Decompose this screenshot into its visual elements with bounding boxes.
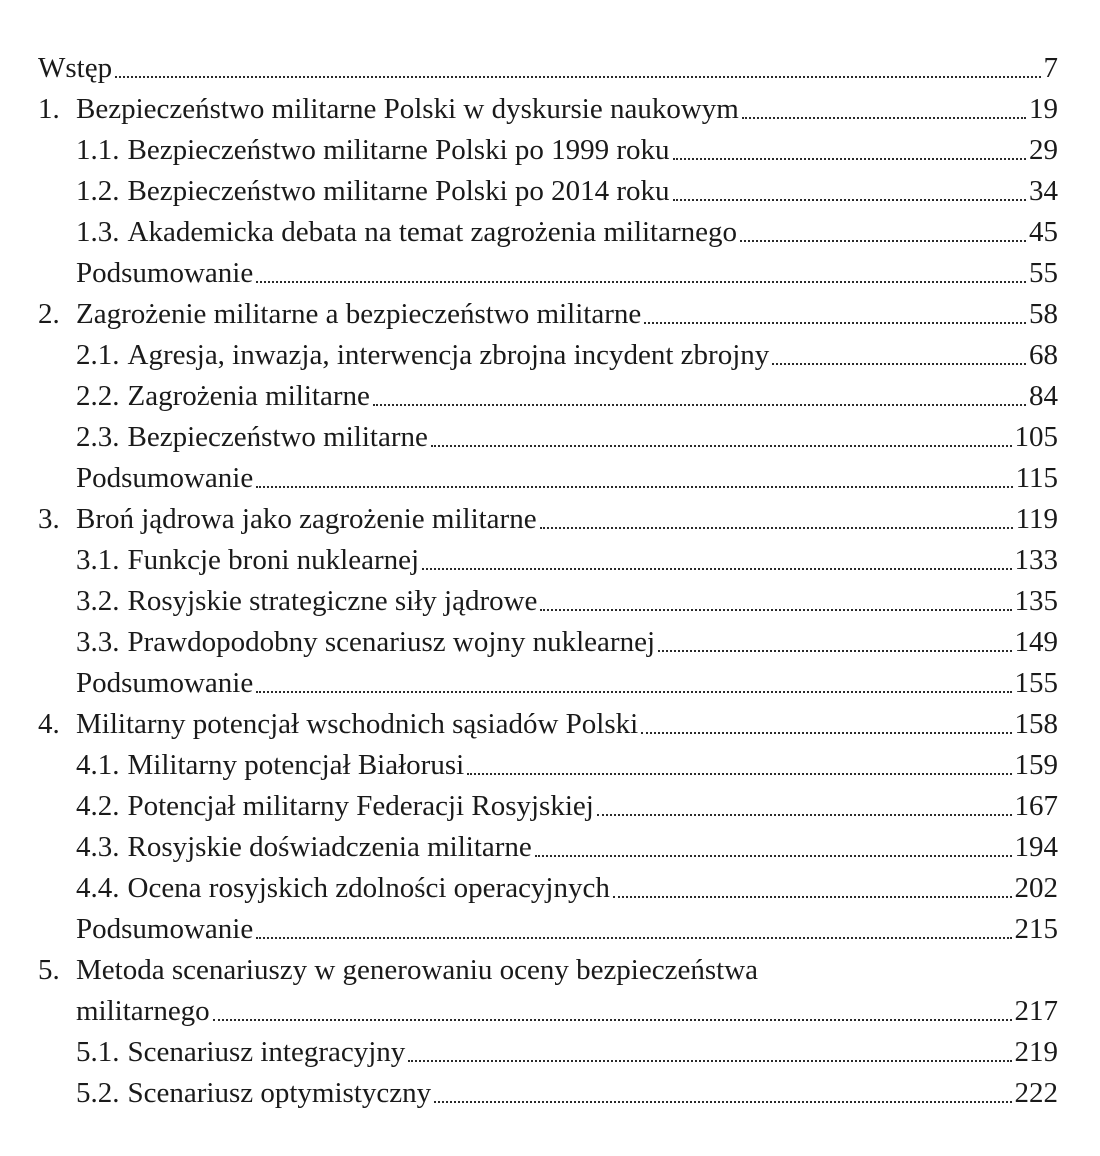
toc-entry xyxy=(38,454,1058,495)
toc-entry xyxy=(38,618,1058,659)
toc-entry xyxy=(38,1028,1058,1069)
toc-entry xyxy=(38,44,1058,85)
toc-entry-title: Rosyjskie strategiczne siły jądrowe xyxy=(127,585,538,617)
dot-leader xyxy=(256,937,1011,939)
toc-entry-number: 4.3. xyxy=(76,831,120,863)
toc-entry-title: Militarny potencjał wschodnich sąsiadów Polski xyxy=(76,708,639,740)
dot-leader xyxy=(658,650,1011,652)
toc-entry-number: 1.1. xyxy=(76,134,120,166)
toc-entry xyxy=(38,700,1058,741)
toc-entry-title: Potencjał militarny Federacji Rosyjskiej xyxy=(127,790,594,822)
toc-entry-title: Bezpieczeństwo militarne Polski po 2014 roku xyxy=(127,175,670,207)
toc-entry-page: 194 xyxy=(1014,831,1058,863)
dot-leader xyxy=(213,1019,1012,1021)
toc-entry xyxy=(38,741,1058,782)
toc-entry xyxy=(38,413,1058,454)
dot-leader xyxy=(644,322,1026,324)
toc-entry-page: 68 xyxy=(1029,339,1058,371)
dot-leader xyxy=(431,445,1012,447)
toc-entry-title: Scenariusz integracyjny xyxy=(127,1036,406,1068)
toc-entry-page: 34 xyxy=(1029,175,1058,207)
toc-entry-number: 5.2. xyxy=(76,1077,120,1109)
dot-leader xyxy=(434,1101,1011,1103)
toc-entry-page: 149 xyxy=(1014,626,1058,658)
toc-entry-number: 1.3. xyxy=(76,216,120,248)
toc-entry-number: 4. xyxy=(38,708,60,740)
toc-entry-page: 215 xyxy=(1014,913,1058,945)
table-of-contents xyxy=(38,44,1058,1110)
toc-entry-number: 2. xyxy=(38,298,60,330)
dot-leader xyxy=(540,527,1013,529)
toc-entry-title: Funkcje broni nuklearnej xyxy=(127,544,420,576)
toc-entry-title: Scenariusz optymistyczny xyxy=(127,1077,432,1109)
toc-entry-number: 3.3. xyxy=(76,626,120,658)
toc-entry-number: 4.4. xyxy=(76,872,120,904)
toc-entry-page: 167 xyxy=(1014,790,1058,822)
toc-entry-page: 105 xyxy=(1014,421,1058,453)
dot-leader xyxy=(256,281,1026,283)
toc-entry-page: 19 xyxy=(1029,93,1058,125)
toc-entry-page: 158 xyxy=(1014,708,1058,740)
toc-entry xyxy=(38,167,1058,208)
dot-leader xyxy=(673,199,1026,201)
toc-entry xyxy=(38,905,1058,946)
toc-entry xyxy=(38,126,1058,167)
toc-entry-page: 119 xyxy=(1015,503,1058,535)
toc-entry-title: Podsumowanie xyxy=(76,462,254,494)
dot-leader xyxy=(540,609,1011,611)
toc-entry-number: 2.3. xyxy=(76,421,120,453)
toc-entry-page: 219 xyxy=(1014,1036,1058,1068)
toc-entry-page: 155 xyxy=(1014,667,1058,699)
toc-entry-title: Agresja, inwazja, interwencja zbrojna incydent zbrojny xyxy=(127,339,770,371)
toc-entry xyxy=(38,864,1058,905)
toc-entry-number: 1.2. xyxy=(76,175,120,207)
toc-entry-number: 2.2. xyxy=(76,380,120,412)
toc-entry xyxy=(38,495,1058,536)
toc-entry-title: Wstęp xyxy=(38,52,113,84)
toc-entry-title: Akademicka debata na temat zagrożenia militarnego xyxy=(127,216,738,248)
toc-entry xyxy=(38,290,1058,331)
toc-entry-page: 202 xyxy=(1014,872,1058,904)
toc-entry-title: Bezpieczeństwo militarne xyxy=(127,421,428,453)
toc-entry-title: Zagrożenia militarne xyxy=(127,380,370,412)
dot-leader xyxy=(613,896,1012,898)
dot-leader xyxy=(373,404,1026,406)
toc-entry-title: Zagrożenie militarne a bezpieczeństwo militarne xyxy=(76,298,642,330)
toc-entry-page: 45 xyxy=(1029,216,1058,248)
toc-entry xyxy=(38,987,1058,1028)
dot-leader xyxy=(740,240,1026,242)
toc-entry xyxy=(38,823,1058,864)
toc-entry-title: Broń jądrowa jako zagrożenie militarne xyxy=(76,503,537,535)
toc-entry-page: 135 xyxy=(1014,585,1058,617)
toc-entry-page: 58 xyxy=(1029,298,1058,330)
toc-entry xyxy=(38,331,1058,372)
toc-entry-number: 5. xyxy=(38,954,60,986)
toc-entry-title: Podsumowanie xyxy=(76,667,254,699)
toc-entry-page: 159 xyxy=(1014,749,1058,781)
dot-leader xyxy=(597,814,1012,816)
toc-entry-title: Prawdopodobny scenariusz wojny nuklearnej xyxy=(127,626,656,658)
toc-entry xyxy=(38,577,1058,618)
toc-entry-number: 4.2. xyxy=(76,790,120,822)
toc-entry-title: Bezpieczeństwo militarne Polski po 1999 roku xyxy=(127,134,670,166)
toc-entry-page: 7 xyxy=(1043,52,1058,84)
toc-entry-page: 217 xyxy=(1014,995,1058,1027)
toc-entry-number: 1. xyxy=(38,93,60,125)
dot-leader xyxy=(422,568,1011,570)
dot-leader xyxy=(408,1060,1011,1062)
dot-leader xyxy=(742,117,1026,119)
dot-leader xyxy=(772,363,1026,365)
toc-entry-title: Ocena rosyjskich zdolności operacyjnych xyxy=(127,872,610,904)
toc-entry xyxy=(38,208,1058,249)
dot-leader xyxy=(467,773,1011,775)
toc-entry xyxy=(38,536,1058,577)
toc-entry-title: Bezpieczeństwo militarne Polski w dyskursie naukowym xyxy=(76,93,739,125)
toc-entry-page: 84 xyxy=(1029,380,1058,412)
toc-entry-number: 2.1. xyxy=(76,339,120,371)
dot-leader xyxy=(256,486,1012,488)
toc-entry-number: 3.1. xyxy=(76,544,120,576)
dot-leader xyxy=(256,691,1011,693)
toc-entry-page: 222 xyxy=(1014,1077,1058,1109)
toc-entry-number: 4.1. xyxy=(76,749,120,781)
toc-entry-number: 3. xyxy=(38,503,60,535)
toc-entry-title: Podsumowanie xyxy=(76,913,254,945)
dot-leader xyxy=(535,855,1012,857)
toc-entry-title: Rosyjskie doświadczenia militarne xyxy=(127,831,532,863)
toc-entry xyxy=(38,85,1058,126)
toc-entry-page: 55 xyxy=(1029,257,1058,289)
toc-entry xyxy=(38,782,1058,823)
toc-entry-title-continued: militarnego xyxy=(76,995,210,1027)
toc-entry xyxy=(38,249,1058,290)
toc-entry xyxy=(38,946,1058,987)
toc-entry-page: 133 xyxy=(1014,544,1058,576)
toc-entry-number: 5.1. xyxy=(76,1036,120,1068)
dot-leader xyxy=(641,732,1011,734)
toc-entry xyxy=(38,659,1058,700)
toc-entry-page: 115 xyxy=(1015,462,1058,494)
toc-entry-title: Militarny potencjał Białorusi xyxy=(127,749,465,781)
toc-entry-title: Metoda scenariuszy w generowaniu oceny bezpieczeństwa xyxy=(76,954,759,986)
toc-entry xyxy=(38,1069,1058,1110)
toc-entry xyxy=(38,372,1058,413)
toc-entry-page: 29 xyxy=(1029,134,1058,166)
toc-entry-number: 3.2. xyxy=(76,585,120,617)
toc-entry-title: Podsumowanie xyxy=(76,257,254,289)
dot-leader xyxy=(673,158,1026,160)
dot-leader xyxy=(115,76,1040,78)
